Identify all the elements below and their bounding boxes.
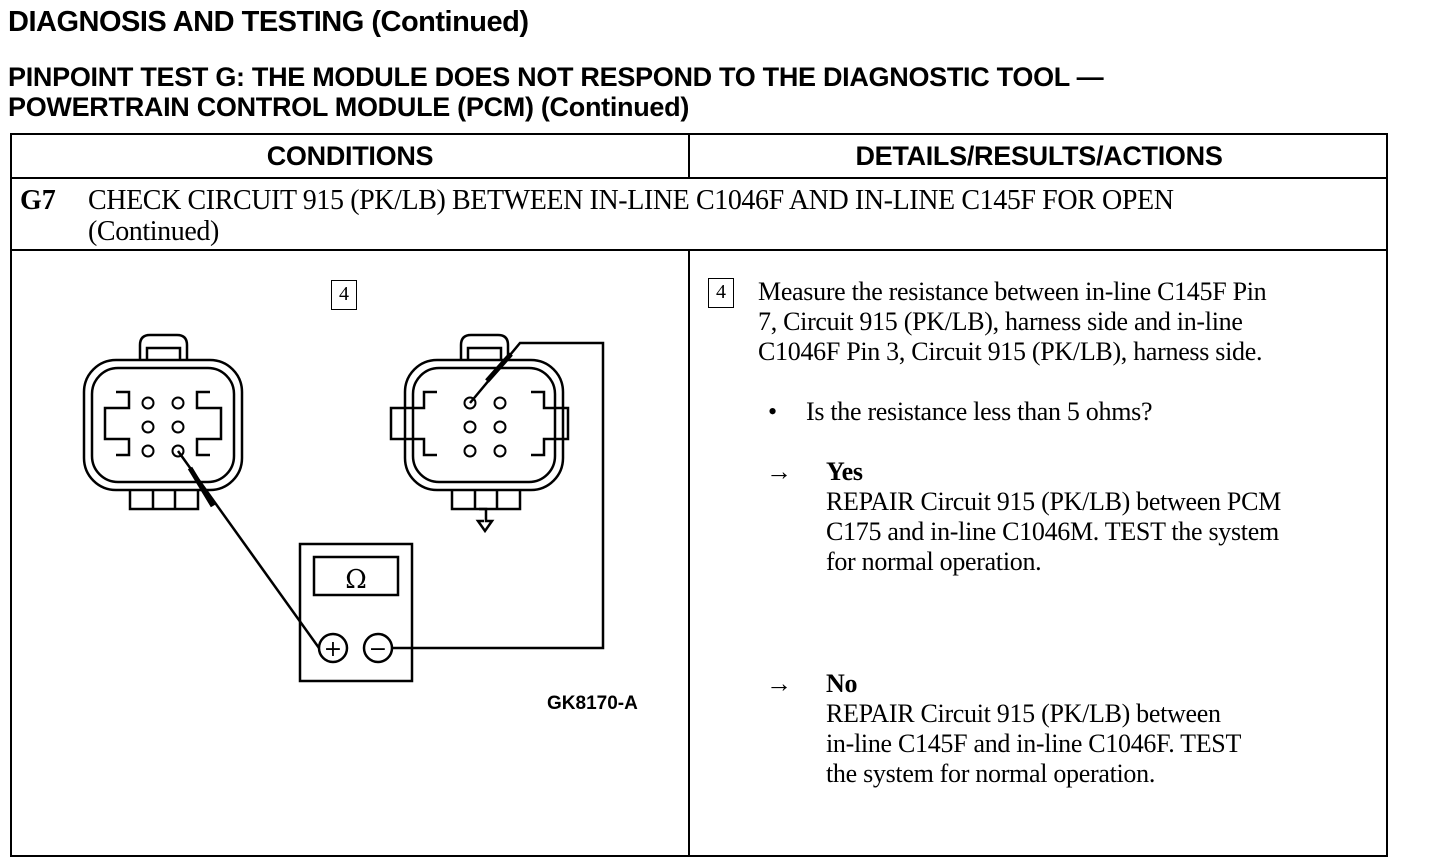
yes-arrow-icon: → xyxy=(766,457,792,486)
resistance-question: Is the resistance less than 5 ohms? xyxy=(806,397,1153,426)
connector-c1046f-icon xyxy=(84,335,242,509)
test-title-line-2: POWERTRAIN CONTROL MODULE (PCM) (Continued) xyxy=(8,92,690,122)
figure-id: GK8170-A xyxy=(547,693,638,714)
section-header: DIAGNOSIS AND TESTING (Continued) xyxy=(8,6,529,38)
instruction-line-3: C1046F Pin 3, Circuit 915 (PK/LB), harness side. xyxy=(758,337,1263,366)
pinpoint-test-table xyxy=(10,133,1388,857)
details-step-number: 4 xyxy=(708,278,734,308)
probe-positive-icon xyxy=(190,468,213,506)
instruction-line-2: 7, Circuit 915 (PK/LB), harness side and in-line xyxy=(758,307,1243,336)
step-row xyxy=(12,177,1386,251)
step-id: G7 xyxy=(20,185,56,216)
step-title-line-2: (Continued) xyxy=(88,216,219,247)
details-panel xyxy=(690,251,1386,855)
step-title-line-1: CHECK CIRCUIT 915 (PK/LB) BETWEEN IN-LINE C1046F AND IN-LINE C145F FOR OPEN xyxy=(88,185,1174,216)
no-action-line-3: the system for normal operation. xyxy=(826,759,1156,788)
no-action-line-1: REPAIR Circuit 915 (PK/LB) between xyxy=(826,699,1221,728)
connector-measurement-diagram xyxy=(12,251,688,855)
pinpoint-test-title xyxy=(8,62,1103,122)
yes-label: Yes xyxy=(826,457,863,486)
no-label: No xyxy=(826,669,858,698)
yes-action-line-1: REPAIR Circuit 915 (PK/LB) between PCM xyxy=(826,487,1281,516)
instruction-line-1: Measure the resistance between in-line C145F Pin xyxy=(758,277,1267,306)
plus-terminal-symbol: + xyxy=(323,637,343,662)
test-title-line-1: PINPOINT TEST G: THE MODULE DOES NOT RESPOND TO THE DIAGNOSTIC TOOL — xyxy=(8,62,1104,92)
yes-action-line-3: for normal operation. xyxy=(826,547,1042,576)
yes-action-line-2: C175 and in-line C1046M. TEST the system xyxy=(826,517,1279,546)
conditions-column-header: CONDITIONS xyxy=(12,135,690,177)
details-column-header: DETAILS/RESULTS/ACTIONS xyxy=(855,140,1223,171)
no-arrow-icon: → xyxy=(766,669,792,698)
ohm-symbol: Ω xyxy=(345,565,367,595)
step-title xyxy=(88,185,1174,247)
no-action-line-2: in-line C145F and in-line C1046F. TEST xyxy=(826,729,1242,758)
bullet-icon: • xyxy=(768,397,777,426)
connector-c145f-icon xyxy=(391,335,568,531)
minus-terminal-symbol: − xyxy=(368,637,388,662)
diagram-step-number: 4 xyxy=(331,280,357,310)
